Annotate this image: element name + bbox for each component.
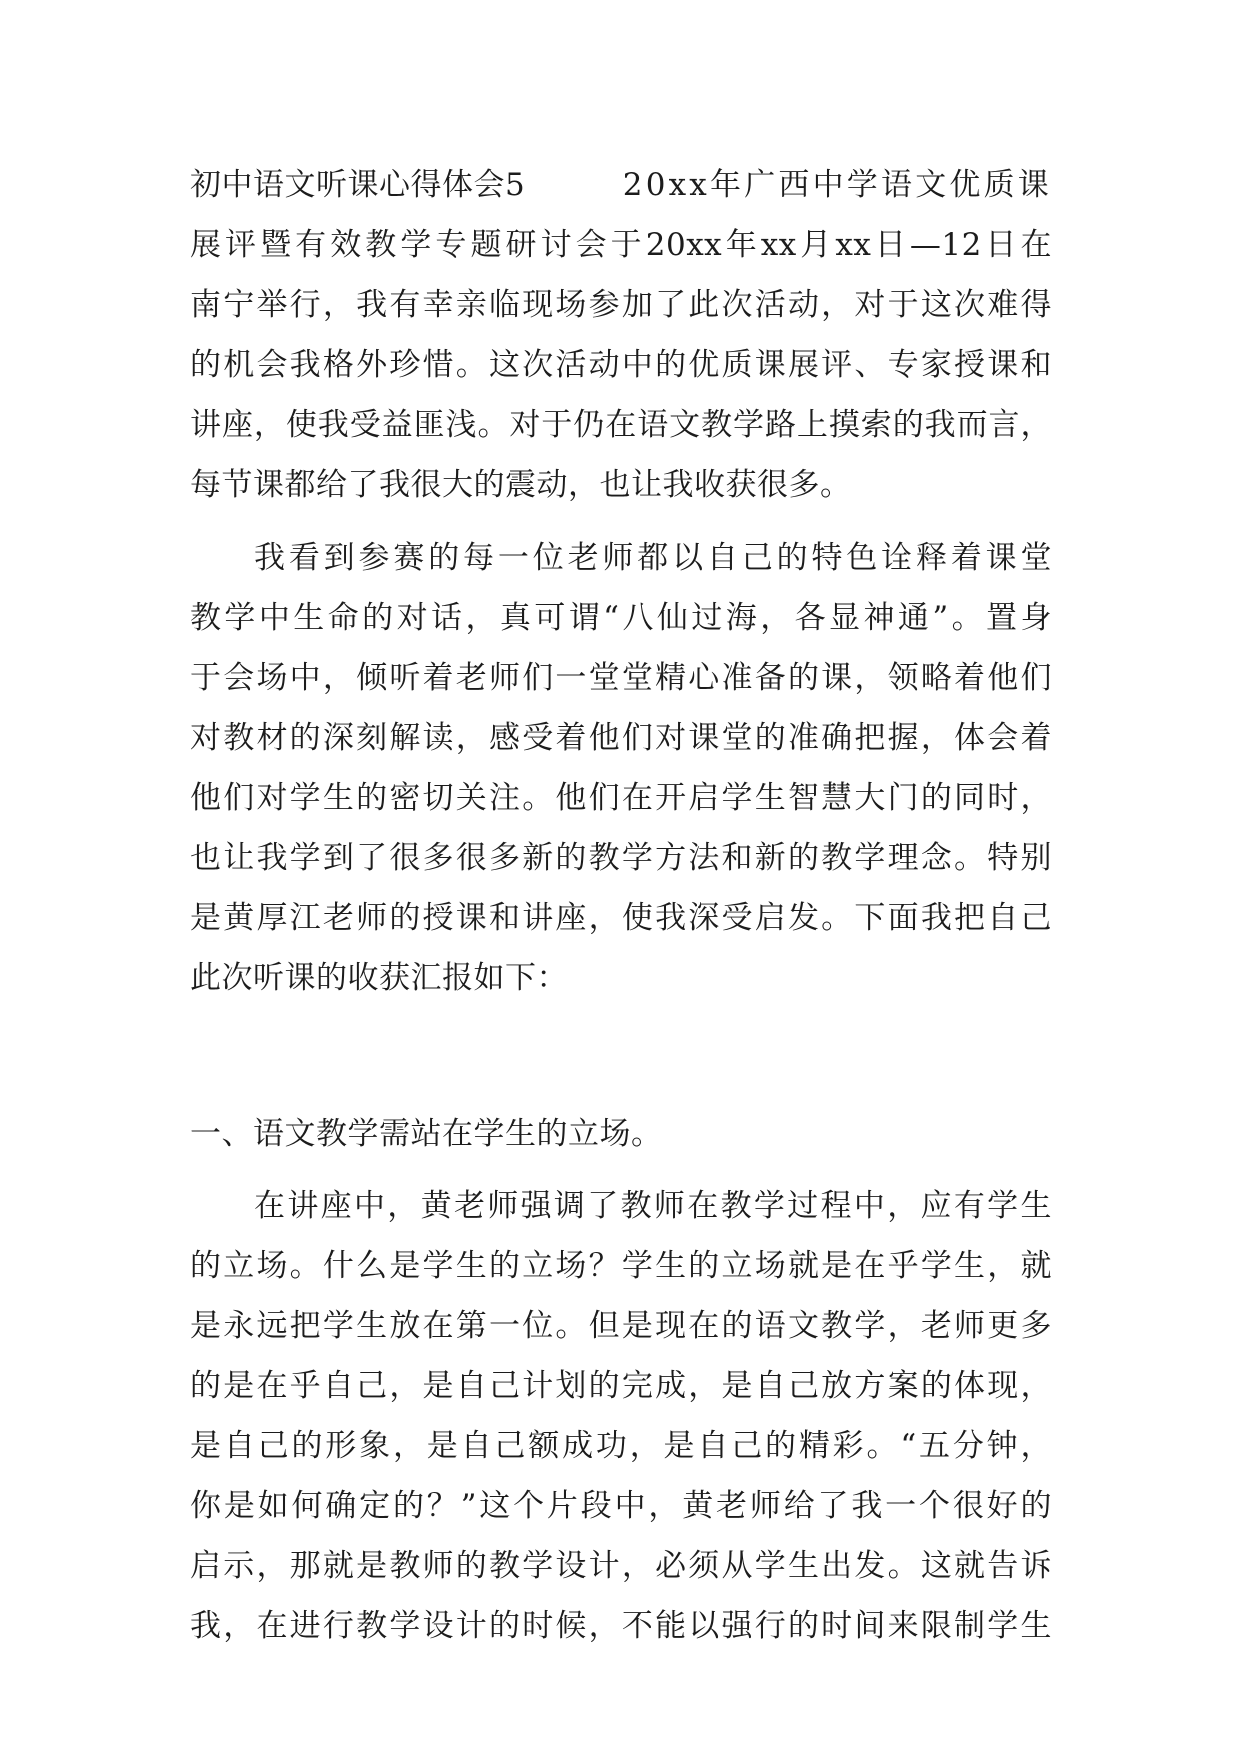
intro-line-1 <box>190 155 1052 215</box>
intro-line: 的机会我格外珍惜。这次活动中的优质课展评、专家授课和 <box>190 347 1052 383</box>
section-heading: 一、语文教学需站在学生的立场。 <box>190 1116 663 1152</box>
section-line: 我，在进行教学设计的时候，不能以强行的时间来限制学生 <box>190 1608 1052 1644</box>
section-line: 在讲座中，黄老师强调了教师在教学过程中，应有学生 <box>254 1188 1052 1224</box>
intro-line: 讲座，使我受益匪浅。对于仍在语文教学路上摸索的我而言， <box>190 407 1052 443</box>
section-line: 是自己的形象，是自己额成功，是自己的精彩。“五分钟， <box>190 1428 1052 1464</box>
paragraph-line: 教学中生命的对话，真可谓“八仙过海，各显神通”。置身 <box>190 600 1052 636</box>
intro-line: 南宁举行，我有幸亲临现场参加了此次活动，对于这次难得 <box>190 287 1052 323</box>
section-line: 你是如何确定的？”这个片段中，黄老师给了我一个很好的 <box>190 1488 1052 1524</box>
paragraph-line: 我看到参赛的每一位老师都以自己的特色诠释着课堂 <box>254 540 1052 576</box>
section-line: 启示，那就是教师的教学设计，必须从学生出发。这就告诉 <box>190 1548 1052 1584</box>
document-page <box>190 155 1052 1656</box>
paragraph-line: 对教材的深刻解读，感受着他们对课堂的准确把握，体会着 <box>190 720 1052 756</box>
paragraph-line: 也让我学到了很多很多新的教学方法和新的教学理念。特别 <box>190 840 1052 876</box>
paragraph-line: 他们对学生的密切关注。他们在开启学生智慧大门的同时， <box>190 780 1052 816</box>
document-title: 初中语文听课心得体会5 <box>190 167 526 203</box>
paragraph-line: 于会场中，倾听着老师们一堂堂精心准备的课，领略着他们 <box>190 660 1052 696</box>
intro-line: 展评暨有效教学专题研讨会于20xx年xx月xx日—12日在 <box>190 227 1052 263</box>
paragraph-line: 此次听课的收获汇报如下： <box>190 960 568 996</box>
paragraph-line: 是黄厚江老师的授课和讲座，使我深受启发。下面我把自己 <box>190 900 1052 936</box>
section-line: 的是在乎自己，是自己计划的完成，是自己放方案的体现， <box>190 1368 1052 1404</box>
intro-text-start: 20xx年广西中学语文优质课 <box>622 167 1052 203</box>
section-line: 的立场。什么是学生的立场？学生的立场就是在乎学生，就 <box>190 1248 1052 1284</box>
intro-line: 每节课都给了我很大的震动，也让我收获很多。 <box>190 467 852 503</box>
section-line: 是永远把学生放在第一位。但是现在的语文教学，老师更多 <box>190 1308 1052 1344</box>
